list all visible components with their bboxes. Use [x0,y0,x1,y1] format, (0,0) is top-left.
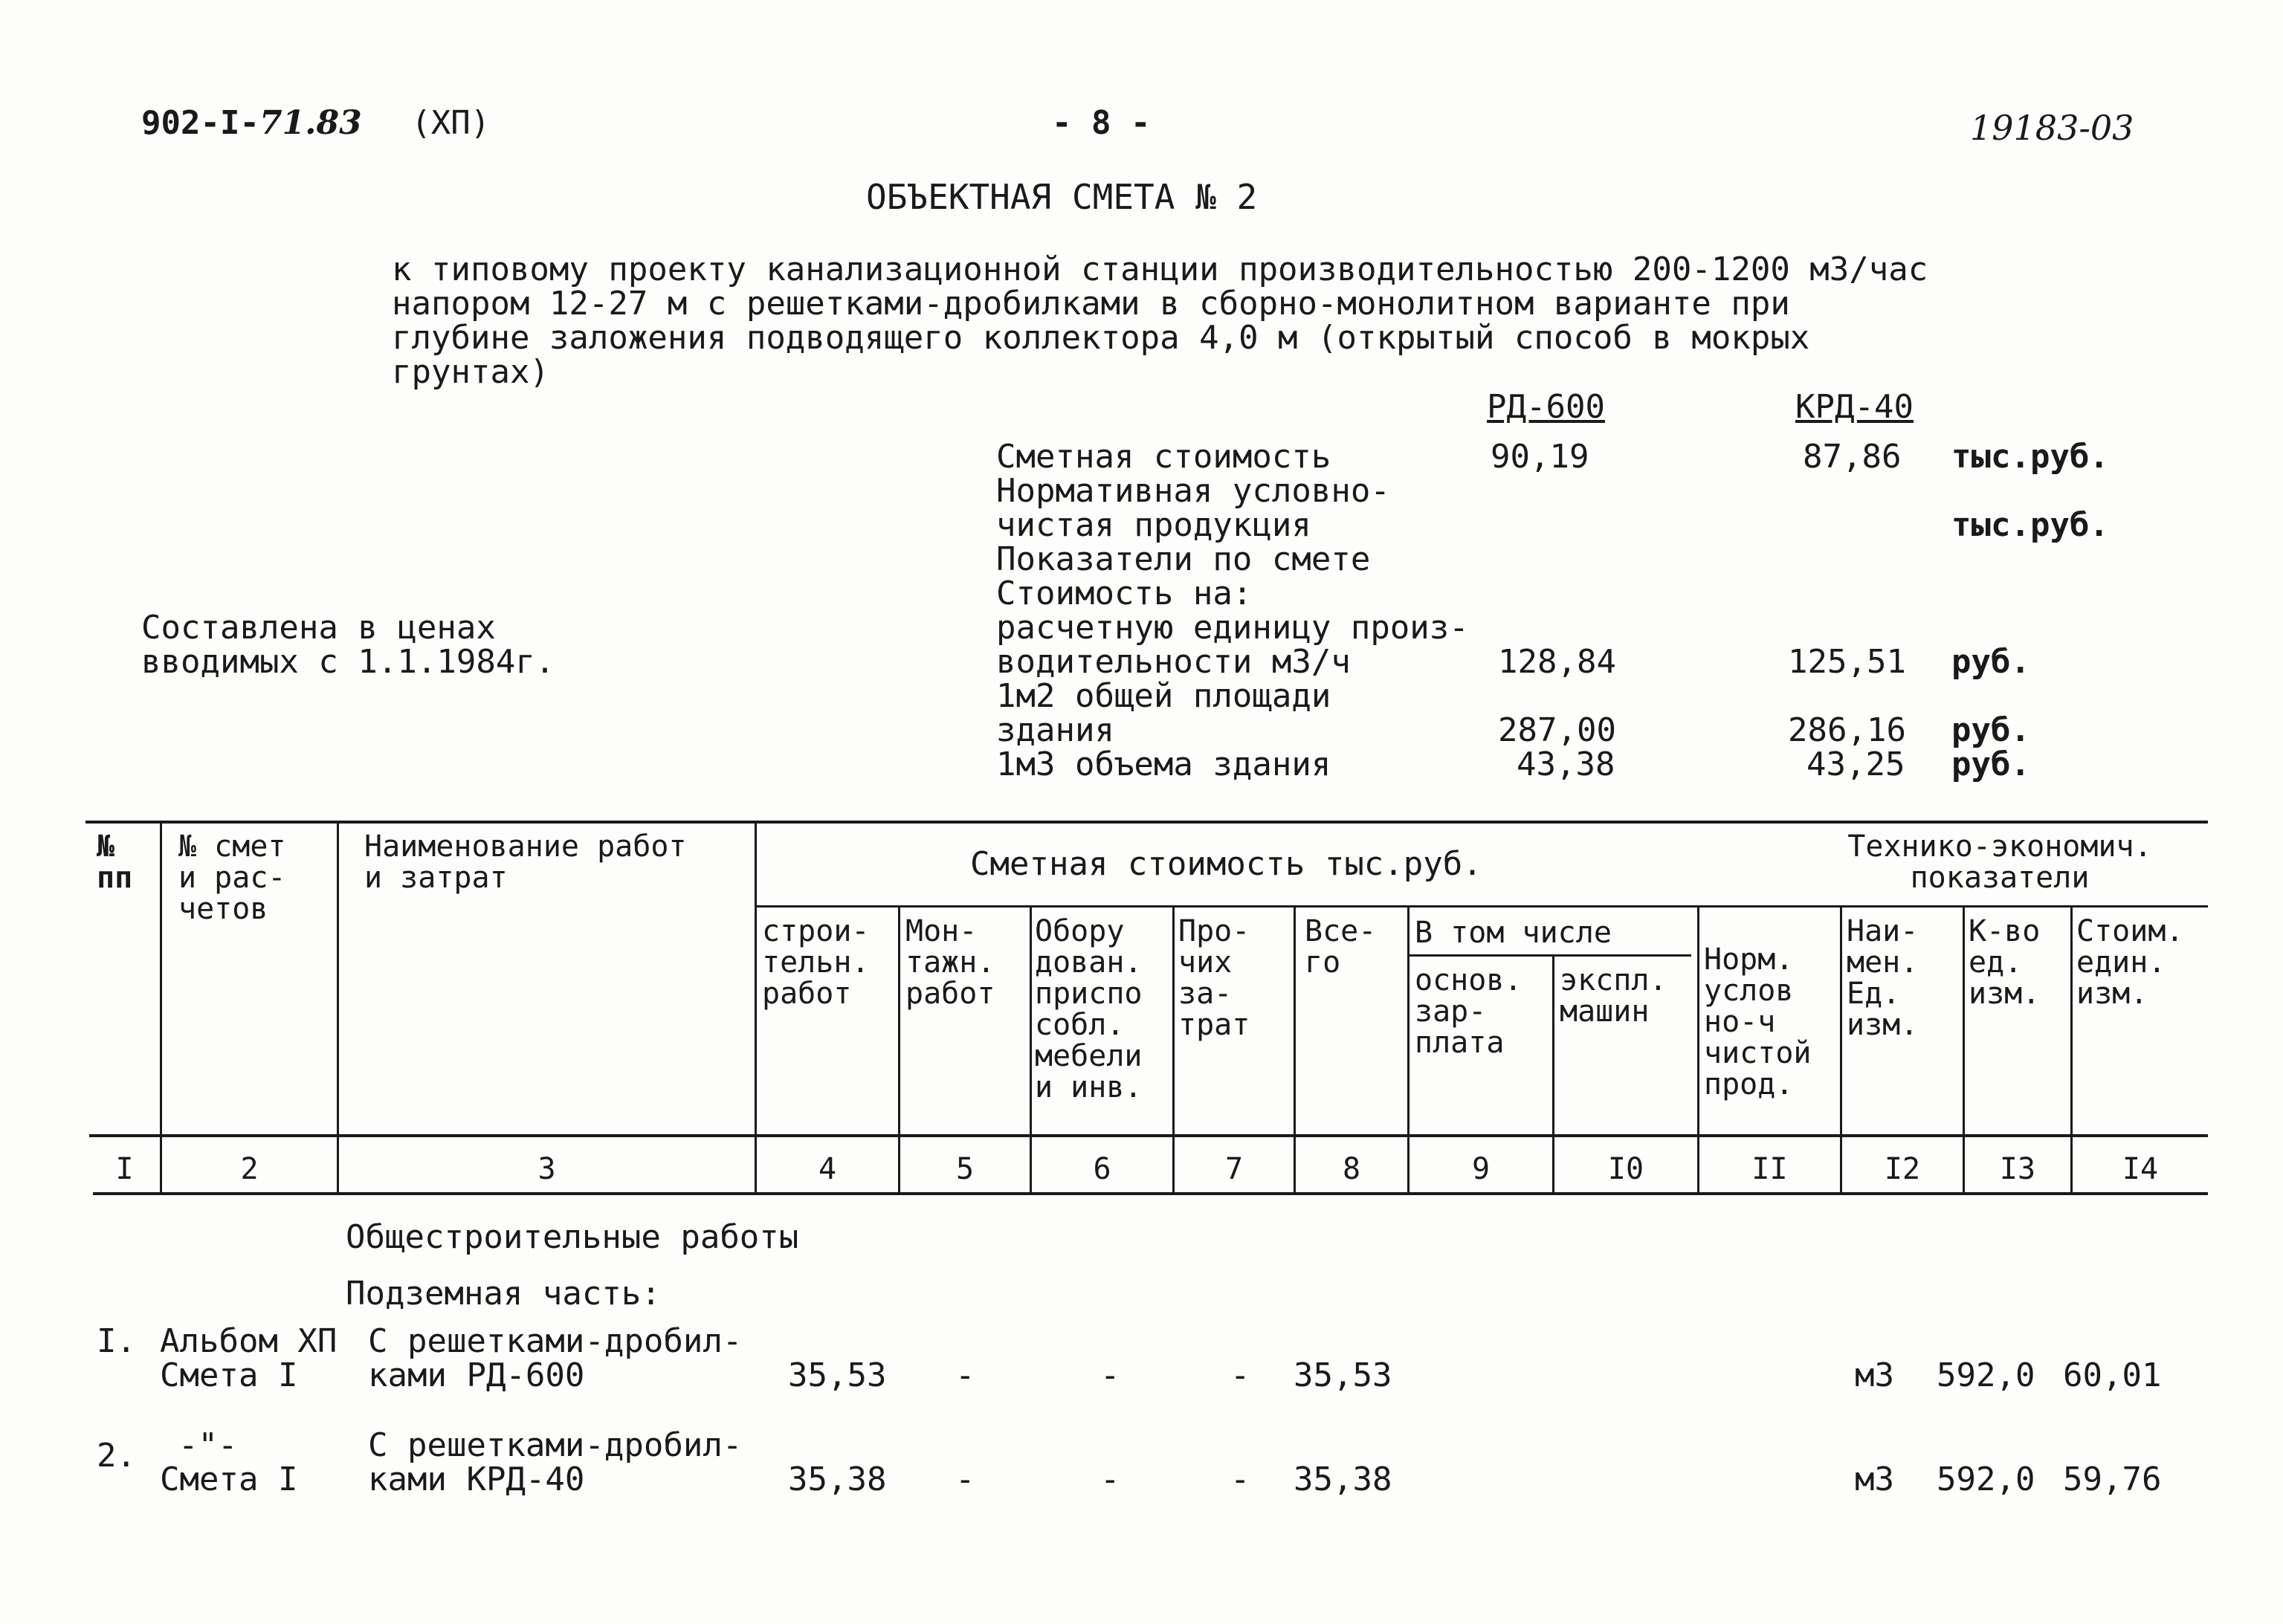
description-line: напором 12-27 м с решетками-дробилками в сборно-монолитном варианте при [392,285,1790,323]
page-number: - 8 - [1052,104,1151,142]
col-header-wage [1415,965,1522,1058]
col-header-line: трат [1178,1008,1250,1042]
col-header-line: за- [1178,977,1233,1011]
row-name-line: С решетками-дробил- [368,1322,743,1360]
doc-part: (XП) [411,104,491,142]
col-number: 9 [1471,1152,1491,1186]
indicator-label: здания [996,711,1114,749]
row-no: I. [97,1322,136,1360]
col-header-line: Мон- [905,914,978,948]
col-header-total [1305,916,1376,978]
perf-krd40: 125,51 [1788,643,1906,681]
row-estimate-line: Альбом XП [160,1322,338,1360]
col-number: 7 [1224,1152,1244,1186]
col-header-line: приспо [1035,977,1143,1011]
col-header-line: дован. [1035,945,1143,980]
col-number: 5 [955,1152,975,1186]
indicator-label: 1м2 общей площади [996,677,1331,715]
indicator-label: Сметная стоимость [996,438,1331,476]
col-header-name [364,831,686,893]
area-rd600: 287,00 [1498,711,1616,749]
row-mount-cost: - [955,1356,975,1394]
row-unit: м3 [1855,1356,1894,1394]
col-number: 2 [240,1152,259,1186]
col-header-machines [1560,965,1667,1027]
table-header-rule [89,1134,2208,1137]
col-header-line: услов [1704,974,1794,1008]
indicator-label: Нормативная условно- [996,472,1390,510]
vol-unit: руб. [1951,745,2030,783]
row-unit-cost: 60,01 [2063,1356,2162,1394]
col-header-line: тажн. [905,945,995,980]
col-header-norm [1704,944,1812,1100]
col-header-line: мебели [1035,1039,1143,1073]
col-header-line: Про- [1178,914,1250,948]
table-incl-rule [1409,954,1691,957]
description-line: к типовому проекту канализационной станции производительностью 200-1200 м3/час [392,250,1928,288]
table-numbers-rule [93,1192,2208,1195]
col-header-unit-cost [2076,916,2184,1009]
reference-number: 19183-03 [1970,108,2134,148]
page-title: ОБЪЕКТНАЯ СМЕТА № 2 [866,177,1258,217]
row-other-cost: - [1230,1460,1250,1498]
col-header-line: строи- [762,914,870,948]
col-number: 8 [1342,1152,1361,1186]
col-header-line: машин [1560,994,1650,1029]
row-total-cost: 35,38 [1294,1460,1392,1498]
row-equip-cost: - [1100,1356,1120,1394]
cost-krd40: 87,86 [1803,438,1902,476]
cost-unit: тыс.руб. [1951,438,2109,476]
table-vline [1963,907,1965,1194]
col-header-line: Стоим. [2076,914,2184,948]
indicator-label: чистая продукция [996,506,1311,544]
row-quantity: 592,0 [1937,1460,2035,1498]
table-vline [337,822,339,1194]
col-header-line: плата [1415,1026,1505,1060]
table-vline [1172,907,1175,1194]
row-total-cost: 35,53 [1294,1356,1392,1394]
indicator-label: 1м3 объема здания [996,745,1331,783]
row-unit-cost: 59,76 [2063,1460,2162,1498]
row-name [368,1324,742,1393]
table-vline [755,822,757,1194]
col-header-line: прод. [1704,1067,1794,1101]
col-header-other [1178,916,1250,1041]
variant-rd600: РД-600 [1487,388,1605,426]
indicator-label: Стоимость на: [996,575,1253,612]
col-header-line: чих [1178,945,1233,980]
col-number: 6 [1093,1152,1111,1186]
table-vline [1294,907,1296,1194]
col-number: I2 [1884,1152,1921,1186]
col-header-estimate [178,831,286,925]
col-number: 4 [818,1152,837,1186]
row-quantity: 592,0 [1937,1356,2035,1394]
description-line: глубине заложения подводящего коллектора 4,0 м (открытый способ в мокрых [392,319,1810,357]
col-header-line: изм. [1969,977,2041,1011]
section-underground: Подземная часть: [346,1275,661,1313]
col-header-line: изм. [1847,1008,1919,1042]
row-mount-cost: - [955,1460,975,1498]
cost-rd600: 90,19 [1491,438,1589,476]
composed-note [141,611,555,679]
col-header-line: мен. [1847,945,1919,980]
row-estimate-line: -"- [178,1426,238,1464]
table-vline [1407,907,1409,1194]
project-description [392,250,1928,391]
composed-line: вводимых с 1.1.1984г. [141,643,555,681]
col-header-no [97,831,132,893]
doc-code [141,104,490,142]
row-other-cost: - [1230,1356,1250,1394]
variant-krd40: КРД-40 [1795,388,1914,426]
col-header-line: един. [2076,945,2166,980]
section-general: Общестроительные работы [346,1218,799,1256]
col-header-line: го [1305,945,1341,980]
table-vline [1030,907,1032,1194]
area-krd40: 286,16 [1788,711,1906,749]
col-header-line: К-во [1969,914,2041,948]
group-header-cost: Сметная стоимость тыс.руб. [970,845,1482,883]
area-unit: руб. [1951,711,2030,749]
row-name-line: ками КРД-40 [368,1460,585,1498]
doc-code-print: 902-I- [141,104,259,142]
col-header-line: пп [97,861,133,895]
col-header-line: Норм. [1704,942,1794,977]
col-number: 3 [537,1152,556,1186]
perf-unit: руб. [1951,643,2030,681]
row-unit: м3 [1855,1460,1894,1498]
col-header-line: работ [762,977,852,1011]
col-header-build [762,916,870,1009]
col-header-line: Ед. [1847,977,1901,1011]
row-estimate-line: Смета I [160,1356,298,1394]
col-header-line: собл. [1035,1008,1125,1042]
perf-rd600: 128,84 [1498,643,1616,681]
indicator-label: Показатели по смете [996,540,1371,578]
col-number: II [1751,1152,1788,1186]
col-header-mount [905,916,995,1009]
col-header-line: основ. [1415,963,1522,997]
indicator-label: водительности м3/ч [996,643,1351,681]
col-header-line: четов [178,892,268,926]
col-header-line: показатели [1910,861,2090,895]
table-vline [1840,907,1842,1194]
table-top-rule [85,821,2208,824]
row-estimate-line: Смета I [160,1460,298,1498]
col-header-including: В том числе [1415,916,1612,950]
table-vline [898,907,900,1194]
row-name-line: ками РД-600 [368,1356,585,1394]
doc-code-handwritten: 71.83 [259,104,362,142]
col-header-line: и затрат [364,861,508,895]
col-header-line: Технико-экономич. [1847,829,2152,864]
col-header-line: № смет [178,829,286,864]
col-number: I3 [1999,1152,2036,1186]
col-header-line: Обору [1035,914,1125,948]
group-header-tech [1806,831,2193,893]
col-header-line: Все- [1305,914,1377,948]
col-header-line: Наи- [1847,914,1919,948]
vol-krd40: 43,25 [1806,745,1905,783]
table-vline [160,822,162,1194]
row-name-line: С решетками-дробил- [368,1426,743,1464]
col-header-line: и рас- [178,861,286,895]
col-number: I [115,1152,134,1186]
row-build-cost: 35,38 [788,1460,887,1498]
col-header-line: экспл. [1560,963,1667,997]
row-estimate [160,1426,298,1498]
col-header-line: и инв. [1035,1070,1143,1104]
table-vline [1697,907,1699,1194]
row-build-cost: 35,53 [788,1356,887,1394]
row-name [368,1426,743,1498]
col-header-line: Наименование работ [364,829,687,864]
col-header-quantity [1969,916,2040,1009]
col-header-line: № [97,829,115,864]
col-header-line: работ [905,977,995,1011]
row-estimate [160,1324,337,1393]
col-header-unit-name [1847,916,1918,1041]
col-header-line: чистой [1704,1036,1812,1070]
row-no: 2. [97,1437,136,1475]
col-number: I0 [1607,1152,1644,1186]
col-header-line: ед. [1969,945,2023,980]
col-header-line: тельн. [762,945,870,980]
col-header-line: зар- [1415,994,1487,1029]
norm-unit: тыс.руб. [1951,506,2109,544]
col-header-equip [1035,916,1143,1103]
table-group-rule [755,905,2208,908]
col-number: I4 [2122,1152,2159,1186]
description-line: грунтах) [392,353,549,391]
composed-line: Составлена в ценах [141,609,496,647]
row-equip-cost: - [1100,1460,1120,1498]
vol-rd600: 43,38 [1517,745,1615,783]
col-header-line: но-ч [1704,1005,1776,1039]
col-header-line: изм. [2076,977,2148,1011]
indicator-label: расчетную единицу произ- [996,609,1469,647]
indicators-list [996,440,1469,782]
table-vline [2070,907,2073,1194]
